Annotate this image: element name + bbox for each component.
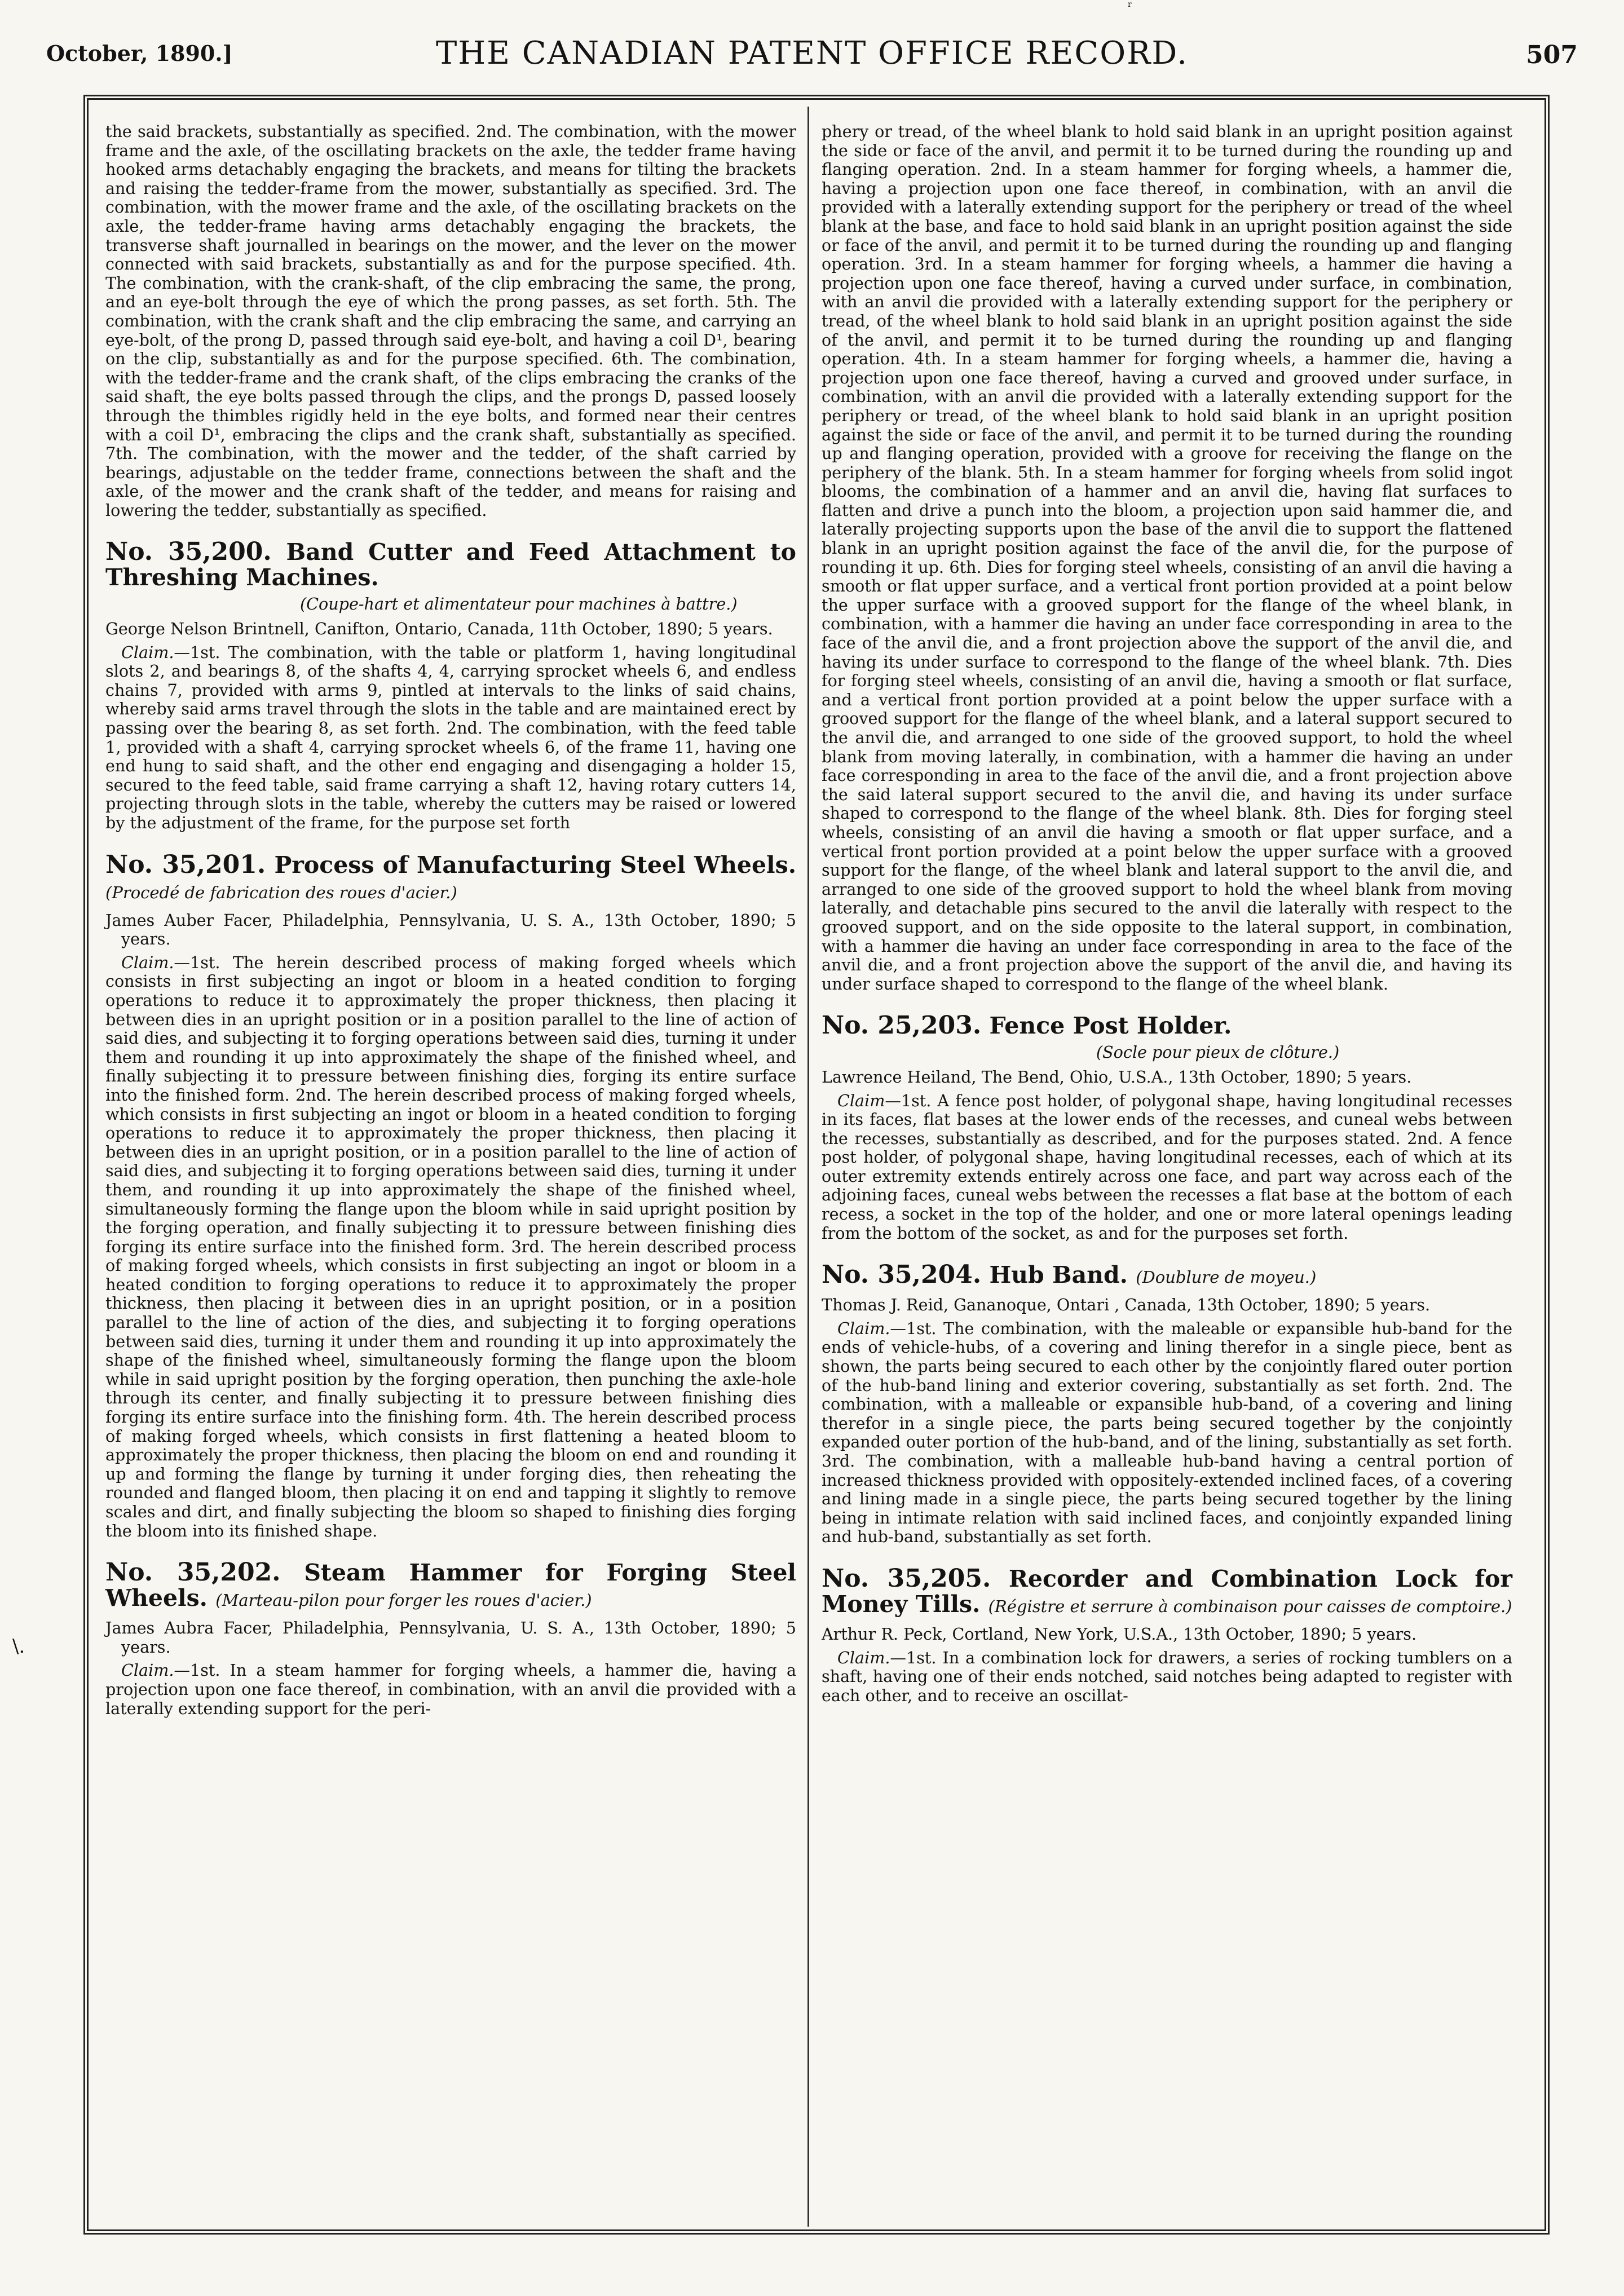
- patent-entry-35202: [105, 1560, 796, 1718]
- right-column: [822, 122, 1512, 1705]
- french-title: (Socle pour pieux de clôture.): [1096, 1043, 1340, 1062]
- claim-label: Claim.: [121, 642, 174, 662]
- claim-label: Claim.: [837, 1648, 890, 1667]
- inventor-line: Thomas J. Reid, Gananoque, Ontari , Canada, 13th October, 1890; 5 years.: [822, 1295, 1431, 1315]
- patent-number: No. 35,205.: [822, 1564, 991, 1593]
- patent-title: Steam Hammer for Forging Steel Wheels.: [105, 1559, 796, 1612]
- patent-number: No. 35,200.: [105, 537, 272, 567]
- french-title: (Marteau-pilon pour forger les roues d'acier.): [215, 1591, 592, 1610]
- patent-title: Process of Manufacturing Steel Wheels.: [274, 851, 796, 878]
- publication-title: THE CANADIAN PATENT OFFICE RECORD.: [435, 35, 1189, 72]
- patent-title: Hub Band.: [989, 1261, 1128, 1289]
- claim-text: [822, 1092, 1512, 1243]
- entry-heading: [822, 1013, 1512, 1039]
- inventor-line: George Nelson Brintnell, Canifton, Ontario, Canada, 11th October, 1890; 5 years.: [105, 619, 773, 639]
- patent-number: No. 35,204.: [822, 1260, 982, 1290]
- left-column: [105, 122, 796, 1718]
- margin-mark: \.: [12, 1635, 25, 1658]
- claim-body: —1st. The herein described process of making forged wheels which consists in first subjecting an ingot or bloom in a heated condition to forging operations to reduce it to approximately the proper thickness, then placing it between dies in an upright position or in a position parallel to the line of action of said dies, and subjecting it to forging operations between said dies, turning it under them and rounding it up into approximately the shape of the finished wheel, and finally subjecting it to pressure between finishing dies, forging its entire surface into the finished form. 2nd. The herein described process of making forged wheels, which consists in first subjecting an ingot or bloom in a heated condition to forging operations to reduce it to approximately the proper thickness, then placing it between dies in an upright position, or in a position parallel to the line of action of said dies, and subjecting it to forging operations between said dies, turning it under them, and rounding it up into approximately the shape of the finished wheel, simultaneously forming the flange upon the bloom while in said upright position by the forging operation, and finally subjecting it to pressure between finishing dies forging its entire surface into the finished form. 3rd. The herein described process of making forged wheels, which consists in first subjecting an ingot or bloom in a heated condition to forging operations to reduce it to approximately the proper thickness, then placing it between dies in an upright position, or in a position parallel to the line of action of the dies, and subjecting it to forging operations between said dies, turning it under them and rounding it up into approximately the shape of the finished wheel, simultaneously forming the flange upon the bloom while in said upright position by the forging operation, then punching the axle-hole through its center, and finally subjecting it to pressure between finishing dies forging its entire surface into the finishing form. 4th. The herein described process of making forged wheels, which consists in first flattening a heated bloom to approximately the proper thickness, then placing the bloom on end and rounding it up and forming the flange by turning it under forging dies, then reheating the rounded and flanged bloom, then placing it on end and tapping it slightly to remove scales and dirt, and finally subjecting the bloom so shaped to finishing dies forging the bloom into its finished shape.: [105, 952, 796, 1540]
- claim-label: Claim.: [837, 1318, 890, 1338]
- claim-label: Claim: [837, 1090, 885, 1110]
- patent-title: Band Cutter and Feed Attachment to Threshing Machines.: [105, 538, 796, 591]
- claim-text: [105, 643, 796, 833]
- claim-body: —1st. The combination, with the maleable or expansible hub-band for the ends of vehicle-hubs, of a covering and lining therefor in a single piece, bent as shown, the parts being secured to each other by the conjointly flared outer portion of the hub-band lining and exterior covering, substantially as set forth. 2nd. The combination, with a malleable or expansible hub-band, of a covering and lining therefor in a single piece, the parts being secured together by the conjointly expanded outer portion of the hub-band, and of the lining, substantially as set forth. 3rd. The combination, with a malleable hub-band having a central portion of increased thickness provided with oppositely-extended inclined faces, of a covering and lining made in a single piece, the parts being secured together by the lining being in intimate relation with said inclined faces, and conjointly expanded lining and hub-band, substantially as set forth.: [822, 1318, 1512, 1547]
- inventor-line: James Aubra Facer, Philadelphia, Pennsylvania, U. S. A., 13th October, 1890; 5 years.: [105, 1618, 796, 1657]
- claim-label: Claim.: [121, 952, 174, 972]
- page-header: [0, 26, 1624, 88]
- inventor-line: James Auber Facer, Philadelphia, Pennsylvania, U. S. A., 13th October, 1890; 5 years.: [105, 910, 796, 949]
- claim-text: [105, 1661, 796, 1718]
- entry-heading: [822, 1262, 1512, 1290]
- claim-label: Claim.: [121, 1661, 174, 1680]
- page-number: 507: [1526, 41, 1578, 69]
- patent-number: No. 25,203.: [822, 1011, 982, 1040]
- patent-entry-35200: [105, 539, 796, 832]
- issue-date: October, 1890.]: [46, 41, 233, 66]
- entry-heading: [105, 852, 796, 906]
- patent-entry-35205: [822, 1566, 1512, 1705]
- patent-number: No. 35,201.: [105, 850, 266, 879]
- patent-entry-35203: [822, 1013, 1512, 1243]
- patent-title: Recorder and Combination Lock for Money Tills.: [822, 1565, 1512, 1618]
- claim-body: —1st. In a steam hammer for forging wheels, a hammer die, having a projection upon one face thereof, in combination, with an anvil die provided with a laterally extending support for the peri-: [105, 1661, 796, 1718]
- inventor-line: Lawrence Heiland, The Bend, Ohio, U.S.A., 13th October, 1890; 5 years.: [822, 1067, 1412, 1087]
- patent-number: No. 35,202.: [105, 1558, 281, 1587]
- inventor-line: Arthur R. Peck, Cortland, New York, U.S.A., 13th October, 1890; 5 years.: [822, 1624, 1417, 1644]
- patent-title: Fence Post Holder.: [989, 1012, 1232, 1040]
- continued-claim-text: the said brackets, substantially as specified. 2nd. The combination, with the mower frame and the axle, of the oscillating brackets on the axle, the tedder frame having hooked arms detachably engaging the brackets, and means for tilting the brackets and raising the tedder-frame from the mower, substantially as specified. 3rd. The combination, with the mower frame and the axle, of the oscillating brackets on the axle, the tedder-frame having arms detachably engaging the brackets, the transverse shaft journalled in bearings on the mower, and the lever on the mower connected with said brackets, substantially as and for the purpose specified. 4th. The combination, with the crank-shaft, of the clip embracing the same, the prong, and an eye-bolt through the eye of which the prong passes, as set forth. 5th. The combination, with the crank shaft and the clip embracing the same, and carrying an eye-bolt, of the prong D, passed through said eye-bolt, and having a coil D¹, bearing on the clip, substantially as and for the purpose specified. 6th. The combination, with the tedder-frame and the crank shaft, of the clips embracing the cranks of the said shaft, the eye bolts passed through the clips, and the prongs D, passed loosely through the thimbles rigidly held in the eye bolts, and formed near their centres with a coil D¹, embracing the clips and the crank shaft, substantially as specified. 7th. The combination, with the mower and the tedder, of the shaft carried by bearings, adjustable on the tedder frame, connections between the shaft and the axle, of the mower and the crank shaft of the tedder, and means for raising and lowering the tedder, substantially as specified.: [105, 122, 796, 520]
- claim-text: [822, 1649, 1512, 1706]
- entry-heading: [105, 1560, 796, 1613]
- french-title: (Doublure de moyeu.): [1136, 1268, 1317, 1287]
- claim-body: —1st. The combination, with the table or platform 1, having longitudinal slots 2, and bearings 8, of the shafts 4, 4, carrying sprocket wheels 6, and endless chains 7, provided with arms 9, pintled at intervals to the links of said chains, whereby said arms travel through the slots in the table and are maintained erect by passing over the bearing 8, as set forth. 2nd. The combination, with the feed table 1, provided with a shaft 4, carrying sprocket wheels 6, of the frame 11, having one end hung to said shaft, and the other end engaging and disengaging a holder 15, secured to the feed table, said frame carrying a shaft 12, having rotary cutters 14, projecting through slots in the table, whereby the cutters may be raised or lowered by the adjustment of the frame, for the purpose set forth: [105, 642, 796, 832]
- claim-body: —1st. A fence post holder, of polygonal shape, having longitudinal recesses in its faces, flat bases at the lower ends of the recesses, and cuneal webs between the recesses, substantially as described, and for the purposes stated. 2nd. A fence post holder, of polygonal shape, having longitudinal recesses, each of which at its outer extremity extends entirely across one face, and part way across each of the adjoining faces, cuneal webs between the recesses a flat base at the bottom of each recess, a socket in the top of the holder, and one or more lateral openings leading from the bottom of the socket, as and for the purposes set forth.: [822, 1090, 1512, 1243]
- patent-entry-35201: [105, 852, 796, 1541]
- claim-text: [822, 1319, 1512, 1547]
- french-title: (Procedé de fabrication des roues d'acier.): [105, 882, 457, 902]
- claim-text: [105, 953, 796, 1540]
- page-frame: [83, 95, 1550, 2235]
- claim-body: —1st. In a combination lock for drawers, a series of rocking tumblers on a shaft, having one of their ends notched, said notches being adapted to register with each other, and to receive an oscillat-: [822, 1648, 1512, 1705]
- edge-mark: r: [1128, 0, 1132, 9]
- column-divider: [807, 107, 809, 2227]
- french-title: (Régistre et serrure à combinaison pour caisses de comptoire.): [988, 1596, 1512, 1616]
- entry-heading: [822, 1566, 1512, 1619]
- entry-heading: [105, 539, 796, 590]
- french-title: (Coupe-hart et alimentateur pour machines à battre.): [300, 594, 738, 614]
- continued-claim-text: phery or tread, of the wheel blank to hold said blank in an upright position against the side or face of the anvil, and permit it to be turned during the rounding up and flanging operation. 2nd. In a steam hammer for forging wheels, a hammer die, having a projection upon one face thereof, in combination, with an anvil die provided with a laterally extending support for the periphery or tread of the wheel blank at the base, and face to hold said blank in an upright position against the side or face of the anvil, and permit it to be turned during the rounding up and flanging operation. 3rd. In a steam hammer for forging wheels, a hammer die having a projection upon one face thereof, having a curved under surface, in combination, with an anvil die provided with a laterally extending support for the periphery or tread, of the wheel blank to hold said blank in an upright position against the side of the anvil, and permit it to be turned during the rounding up and flanging operation. 4th. In a steam hammer for forging wheels, a hammer die, having a projection upon one face thereof, having a curved and grooved under surface, in combination, with an anvil die provided with a laterally extending support for the periphery or tread, of the wheel blank to hold said blank in an upright position against the side or face of the anvil, and permit it to be turned during the rounding up and flanging operation, provided with a groove for receiving the flange on the periphery of the blank. 5th. In a steam hammer for forging wheels from solid ingot blooms, the combination of a hammer and an anvil die, having flat surfaces to flatten and drive a punch into the bloom, a projection upon said hammer die, and laterally projecting supports upon the base of the anvil die to support the flattened blank in an upright position against the face of the anvil die, for the purpose of rounding it up. 6th. Dies for forging steel wheels, consisting of an anvil die having a smooth or flat upper surface, and a vertical front portion provided at a point below the upper surface with a grooved support for the flange of the wheel blank, in combination, with a hammer die having an under face corresponding in area to the face of the anvil die, and a front projection above the support of the anvil die, and having its under surface to correspond to the flange of the wheel blank. 7th. Dies for forging steel wheels, consisting of an anvil die, having a smooth or flat surface, and a vertical front portion provided at a point below the upper surface with a grooved support for the flange of the wheel blank, and a lateral support secured to the anvil die, and arranged to one side of the grooved support, to hold the wheel blank from moving laterally, in combination, with a hammer die having an under face corresponding in area to the face of the anvil die, and a front projection above the said lateral support secured to the anvil die, and having its under surface shaped to correspond to the flange of the wheel blank. 8th. Dies for forging steel wheels, consisting of an anvil die having a smooth or flat upper surface, and a vertical front portion provided at a point below the upper surface with a grooved support for the flange, of the wheel blank and lateral support to the anvil die, and arranged to one side of the grooved support to hold the wheel blank from moving laterally, and detachable pins secured to the anvil die laterally with respect to the grooved support, and on the side opposite to the lateral support, in combination, with a hammer die having an under face corresponding in area to the face of the anvil die, and a front projection above the support of the anvil die, and having its under surface shaped to correspond to the flange of the wheel blank.: [822, 122, 1512, 994]
- patent-entry-35204: [822, 1262, 1512, 1547]
